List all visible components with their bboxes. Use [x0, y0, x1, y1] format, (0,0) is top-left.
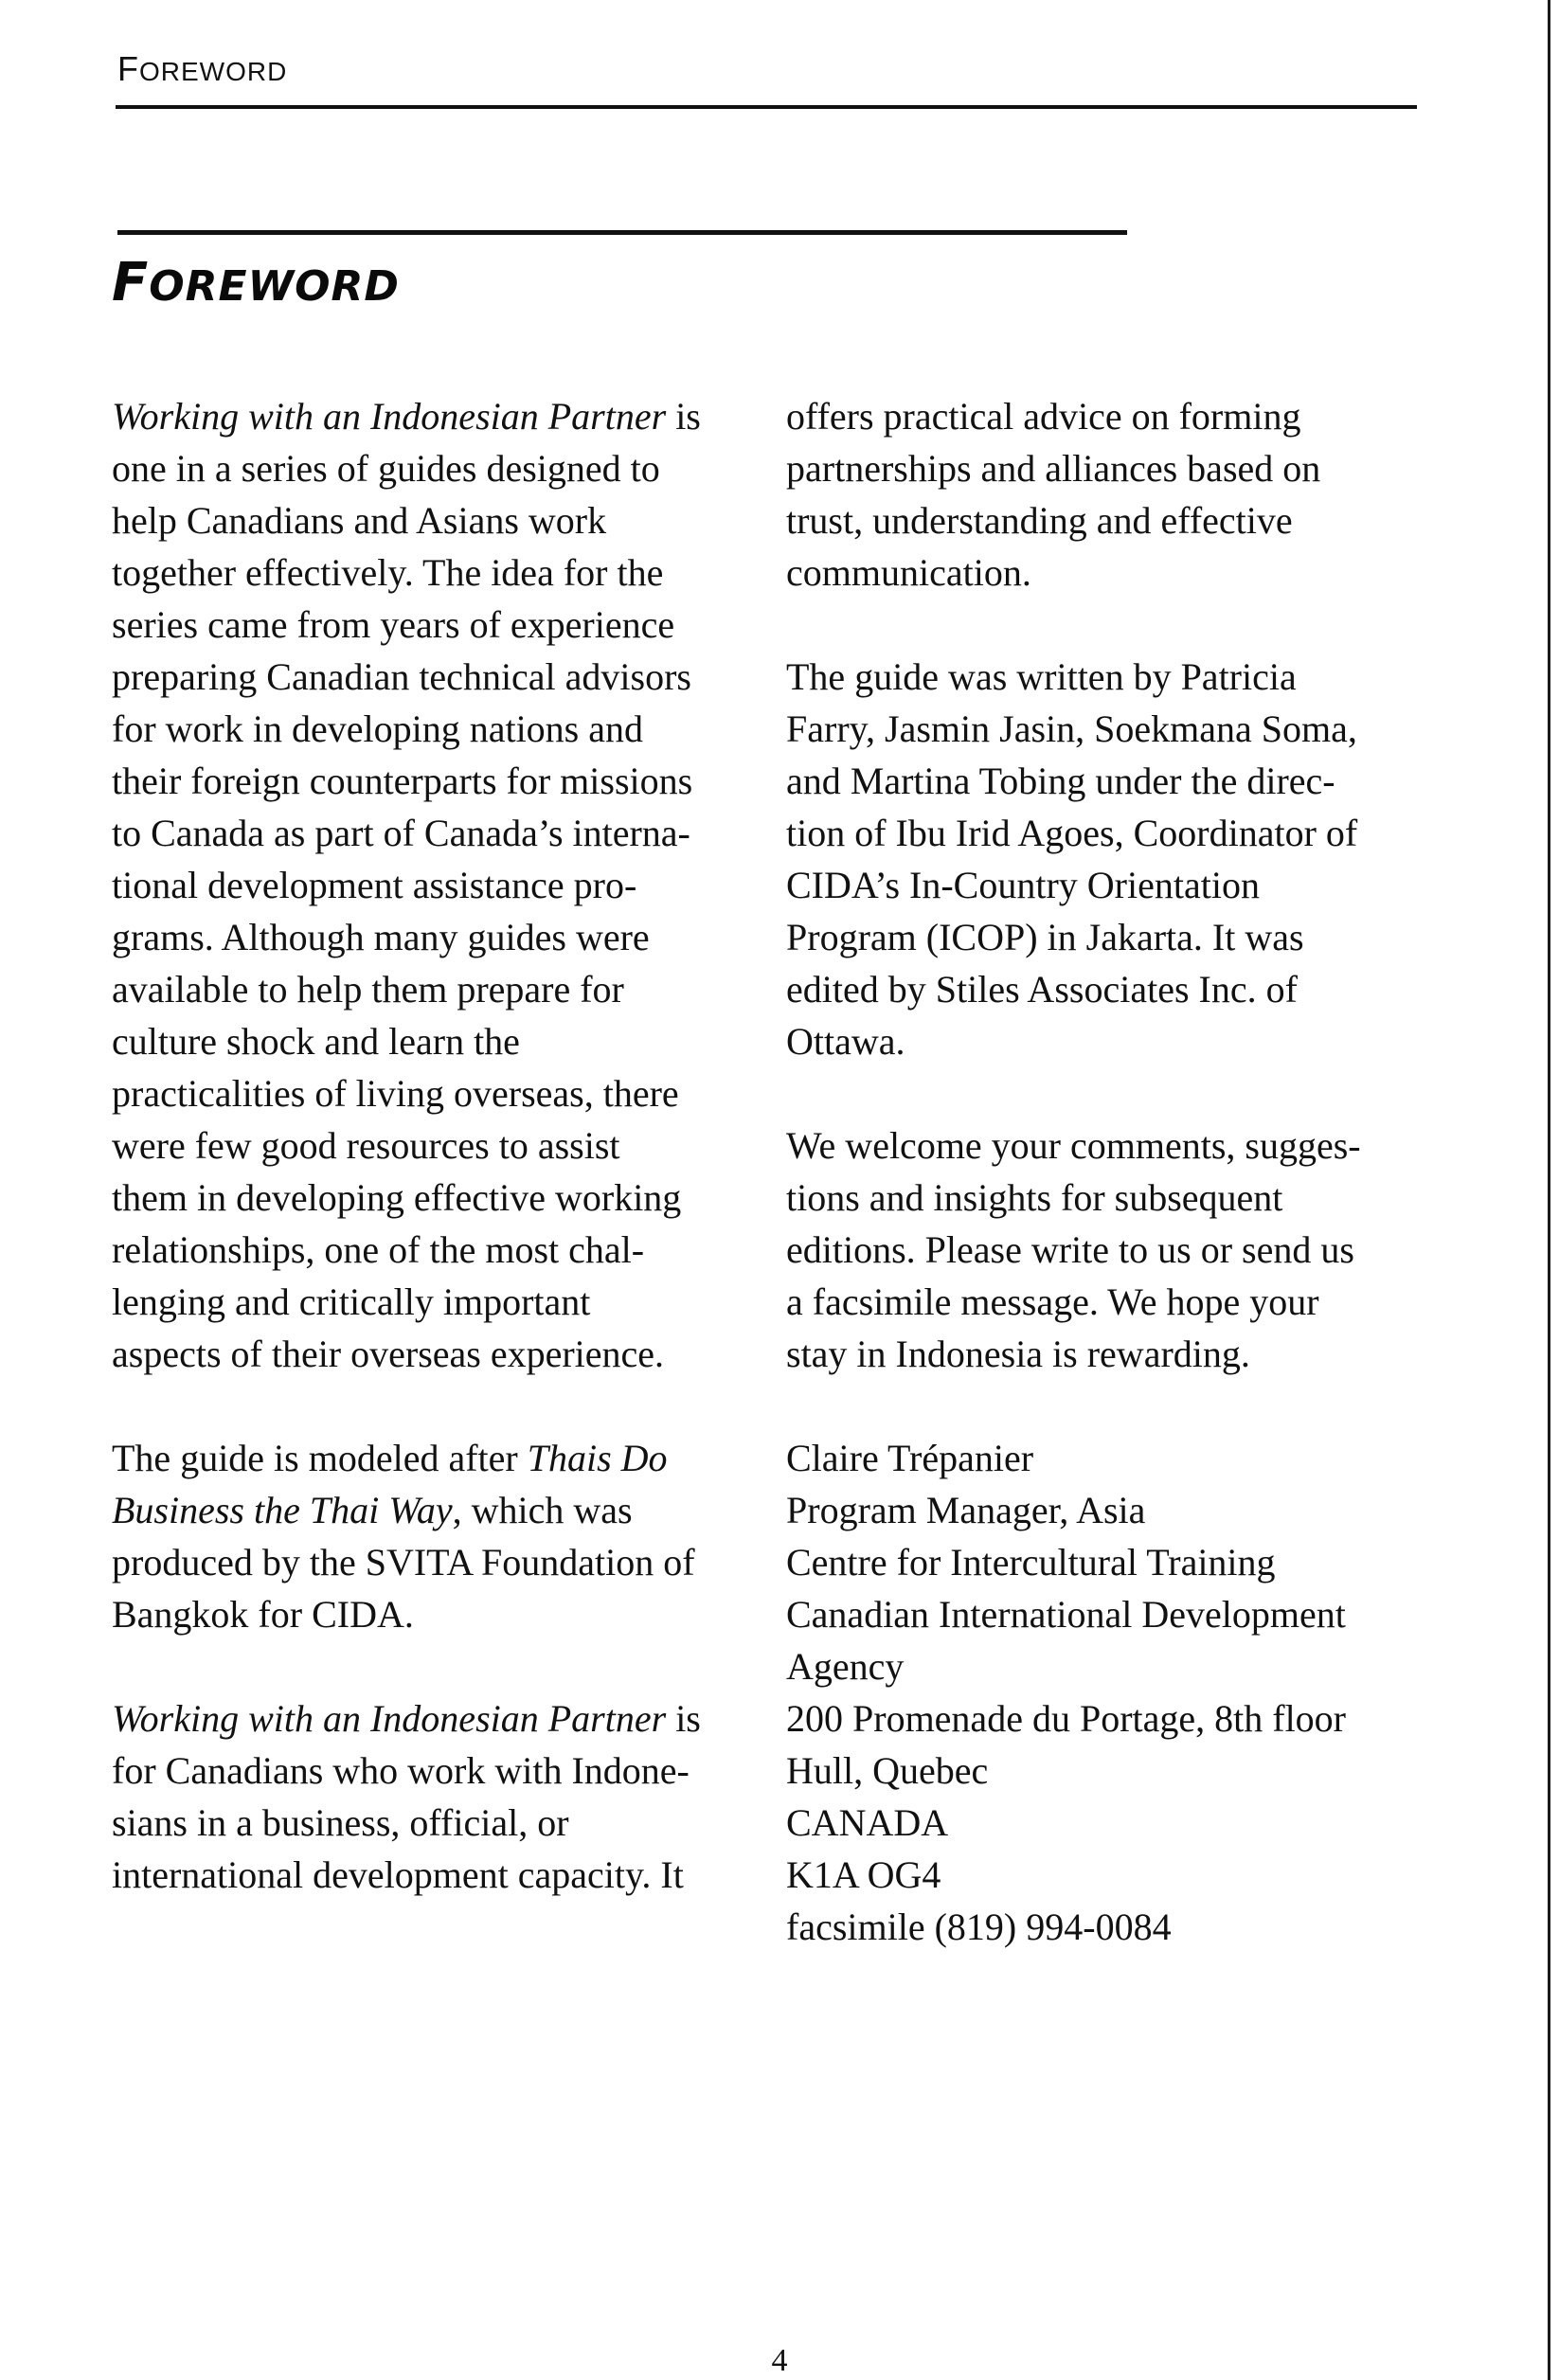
organization-line-2: Agency [786, 1645, 905, 1688]
signatory-name: Claire Trépanier [786, 1437, 1034, 1479]
running-head-rest: OREWORD [139, 57, 288, 86]
address-street: 200 Promenade du Portage, 8th floor [786, 1697, 1346, 1740]
page-title-initial: F [112, 252, 150, 313]
address-postal-code: K1A OG4 [786, 1853, 941, 1896]
running-head-initial: F [117, 49, 139, 88]
title-rule [117, 230, 1127, 235]
book-title: Working with an Indonesian Partner [112, 1697, 667, 1740]
right-paragraph-1: offers practical advice on forming partnerships and alliances based on trust, understanding and effective communication. [786, 395, 1321, 594]
book-title: Working with an Indonesian Partner [112, 395, 667, 438]
left-paragraph-2-text-after: , which was produced by the SVITA Foundation of Bangkok for CIDA. [112, 1489, 695, 1636]
organization-line-1: Canadian International Development [786, 1593, 1346, 1636]
left-paragraph-3-text: is for Canadians who work with Indone- sians in a business, official, or international development capacity. It [112, 1697, 701, 1896]
page-edge-line [1548, 0, 1550, 2380]
page-title-rest: OREWORD [149, 262, 400, 311]
signature-block [786, 1432, 1440, 1953]
page-number: 4 [771, 2343, 788, 2378]
left-paragraph-3 [112, 1692, 756, 1901]
right-paragraph-2: The guide was written by Patricia Farry, Jasmin Jasin, Soekmana Soma, and Martina Tobing under the direc- tion of Ibu Irid Agoes, Coordinator of CIDA’s In-Country Orientation Program (ICOP) in Jakarta. It was edited by Stiles Associates Inc. of Ottawa. [786, 655, 1358, 1063]
left-paragraph-2-text-before: The guide is modeled after [112, 1437, 528, 1479]
left-paragraph-1 [112, 390, 756, 1380]
header-rule [116, 105, 1417, 109]
right-paragraph-3: We welcome your comments, sugges- tions and insights for subsequent editions. Please write to us or send us a facsimile message. We hope your stay in Indonesia is rewarding. [786, 1124, 1361, 1375]
address-city: Hull, Quebec [786, 1749, 989, 1792]
page-title [112, 252, 400, 313]
right-column [786, 390, 1440, 1953]
left-paragraph-2 [112, 1432, 756, 1640]
running-head [117, 49, 287, 89]
left-paragraph-1-text: is one in a series of guides designed to help Canadians and Asians work together effectively. The idea for the series came from years of experience preparing Canadian technical advisors for work in developing nations and their foreign counterparts for missions to Canada as part of Canada’s interna- tional development assistance pro- grams. Although many guides were available to help them prepare for culture shock and learn the practicalities of living overseas, there were few good resources to assist them in developing effective working relationships, one of the most chal- lenging and critically important aspects of their overseas experience. [112, 395, 701, 1375]
signatory-department: Centre for Intercultural Training [786, 1541, 1276, 1584]
signatory-position: Program Manager, Asia [786, 1489, 1146, 1531]
left-column [112, 390, 756, 1953]
fax-number: facsimile (819) 994-0084 [786, 1906, 1172, 1948]
address-country: CANADA [786, 1801, 949, 1844]
reference-book-title: Thais Do Business the Thai Way [112, 1437, 668, 1531]
